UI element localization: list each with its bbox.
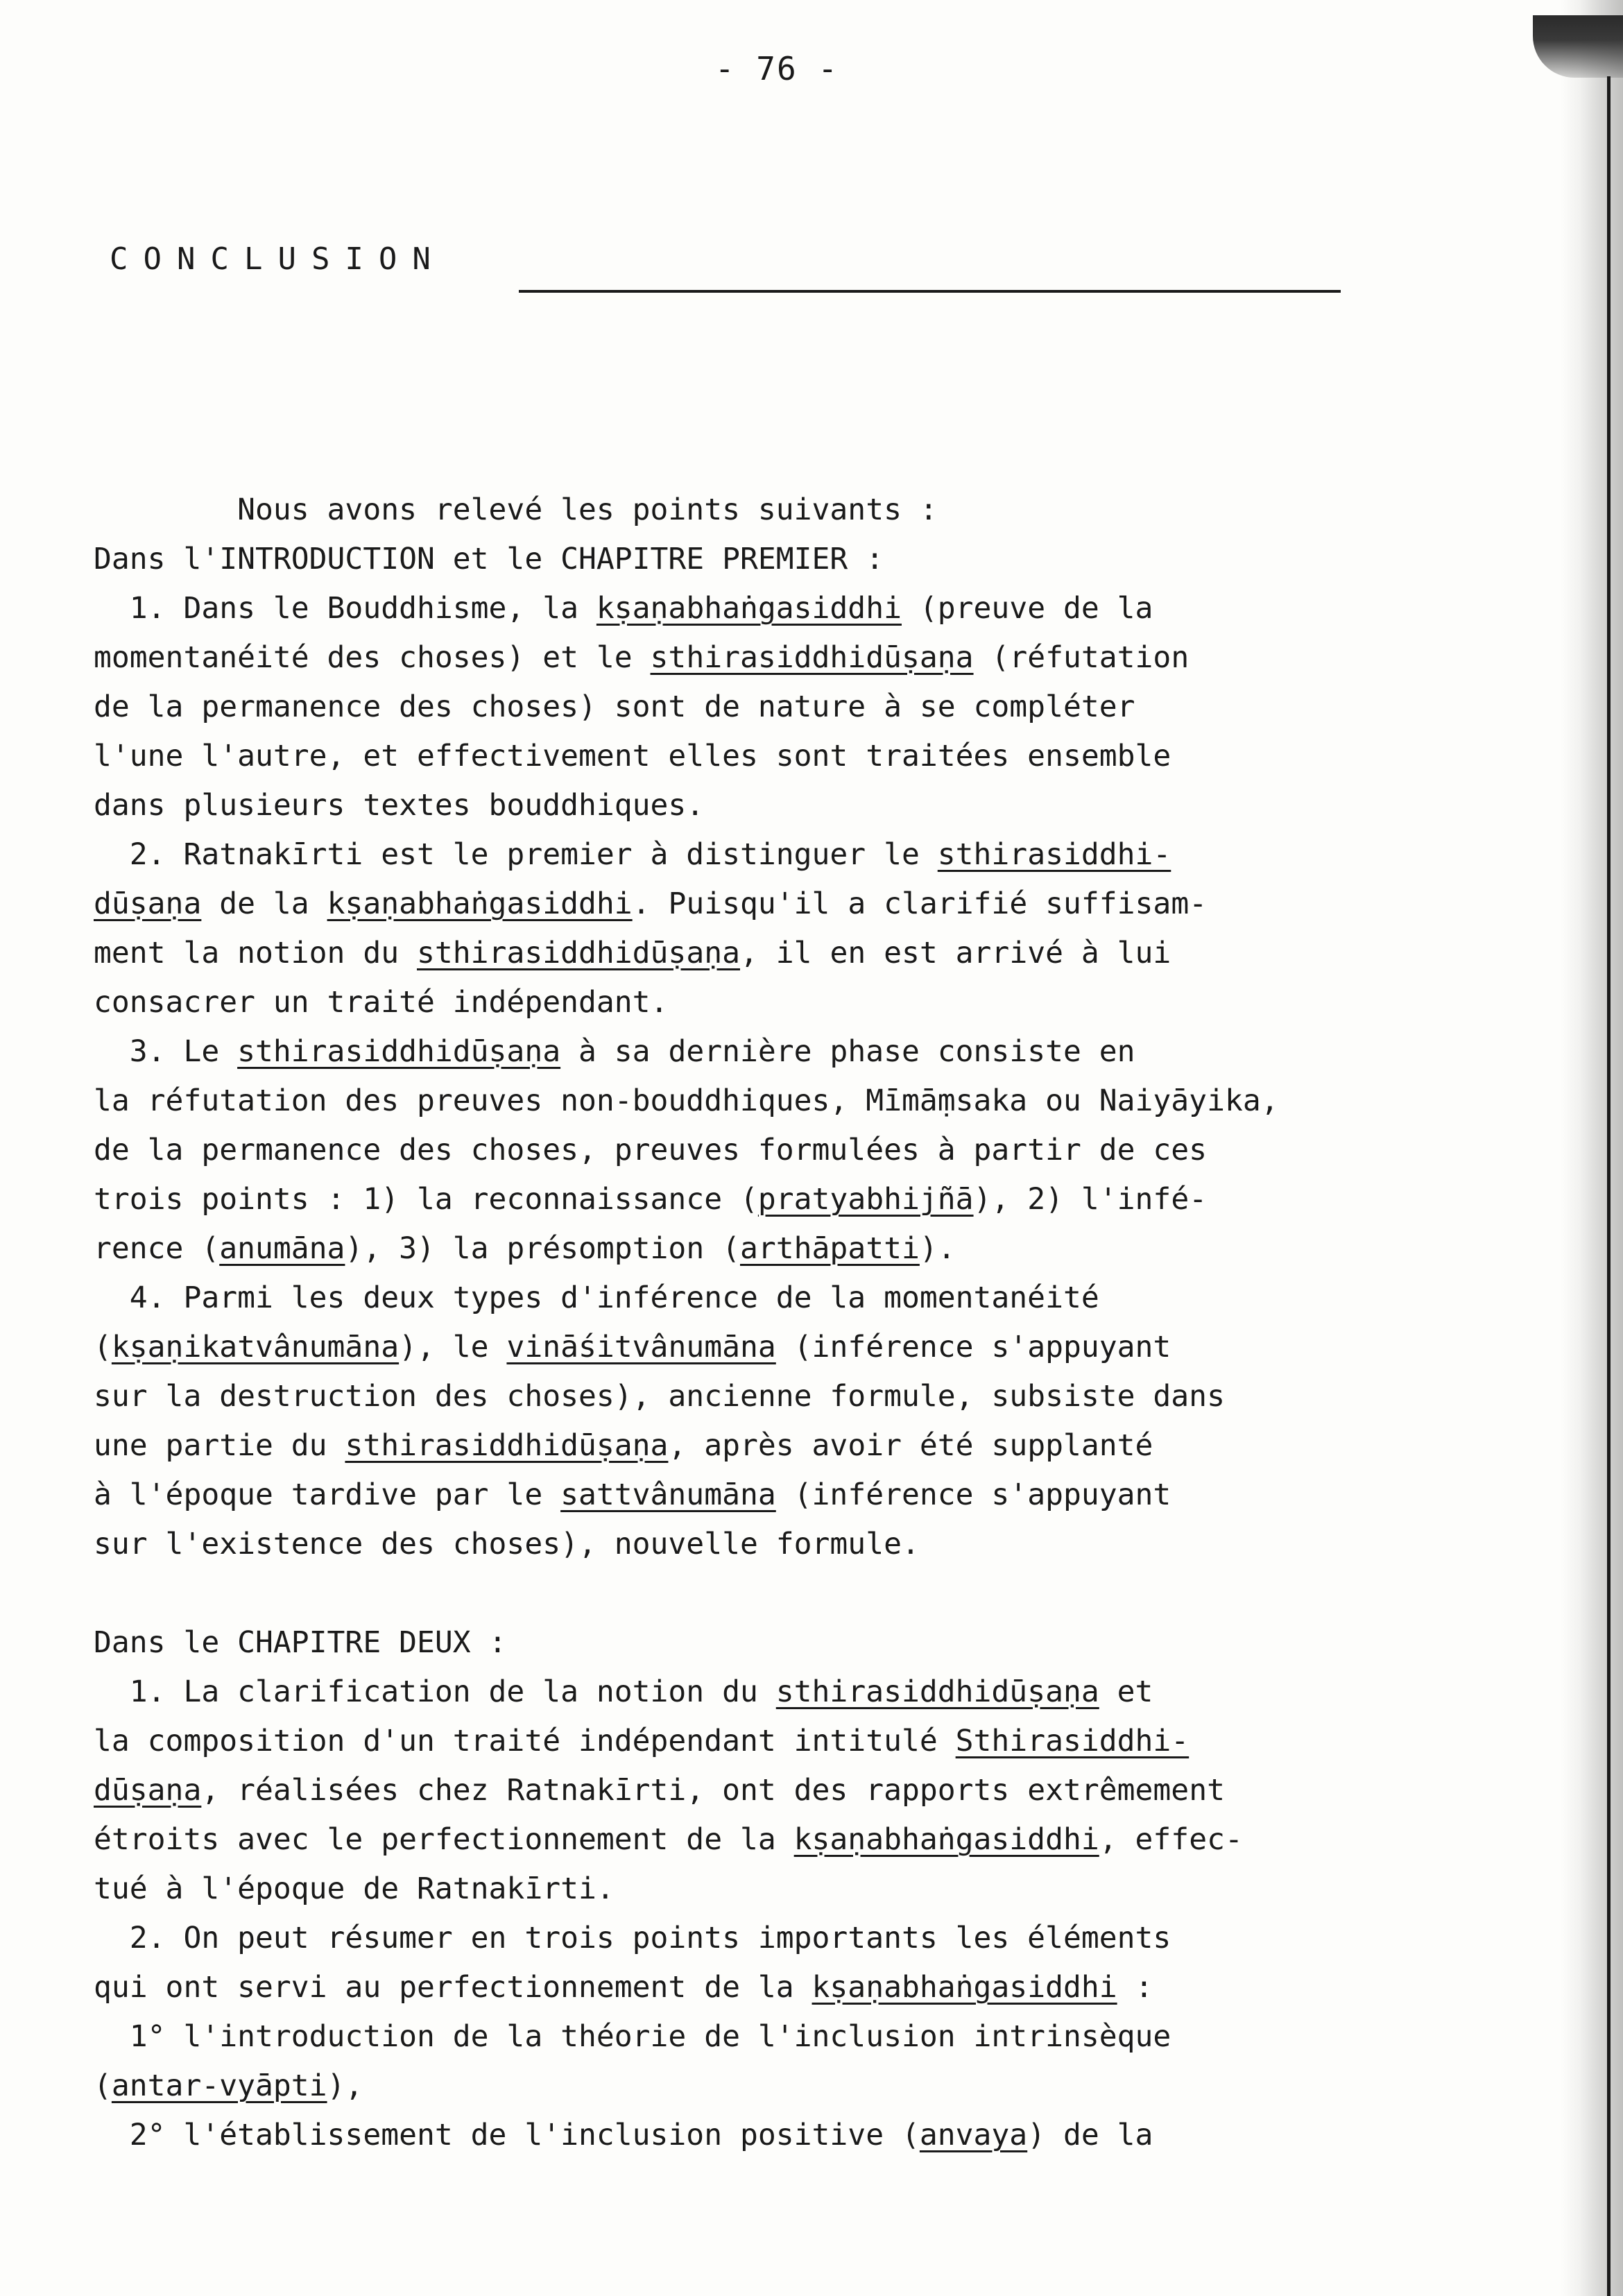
text-segment: ), 2) l'infé- bbox=[973, 1182, 1208, 1217]
text-line bbox=[94, 535, 1432, 584]
body-text bbox=[94, 486, 1432, 2160]
text-segment: sur l'existence des choses), nouvelle formule. bbox=[94, 1527, 920, 1561]
text-line bbox=[94, 1914, 1432, 1963]
text-line bbox=[94, 2111, 1432, 2160]
underlined-term: vināśitvânumāna bbox=[506, 1330, 776, 1364]
text-segment: 2. On peut résumer en trois points importants les éléments bbox=[94, 1921, 1171, 1955]
text-line bbox=[94, 1766, 1432, 1815]
text-line bbox=[94, 1963, 1432, 2012]
text-line bbox=[94, 1274, 1432, 1323]
text-line bbox=[94, 929, 1432, 978]
text-segment: de la permanence des choses) sont de nature à se compléter bbox=[94, 689, 1135, 724]
text-line bbox=[94, 2062, 1432, 2111]
scan-corner-mark bbox=[1533, 15, 1623, 78]
text-segment: 2° l'établissement de l'inclusion positive ( bbox=[94, 2118, 920, 2152]
underlined-term: antar-vyāpti bbox=[111, 2068, 327, 2103]
text-line bbox=[94, 781, 1432, 830]
text-segment: qui ont servi au perfectionnement de la bbox=[94, 1970, 812, 2005]
text-segment: . Puisqu'il a clarifié suffisam- bbox=[632, 886, 1208, 921]
text-line bbox=[94, 1717, 1432, 1766]
text-segment: Dans l'INTRODUCTION et le CHAPITRE PREMIER : bbox=[94, 542, 884, 576]
text-segment: , effec- bbox=[1099, 1822, 1243, 1857]
underlined-term: anvaya bbox=[919, 2118, 1028, 2152]
text-segment: de la permanence des choses, preuves formulées à partir de ces bbox=[94, 1133, 1208, 1167]
page-number: - 76 - bbox=[714, 50, 839, 87]
underlined-term: dūṣaṇa bbox=[94, 1773, 202, 1808]
text-segment: ), bbox=[327, 2068, 363, 2103]
text-segment: à sa dernière phase consiste en bbox=[560, 1034, 1135, 1069]
blank-line bbox=[94, 1569, 1432, 1618]
text-segment: (inférence s'appuyant bbox=[775, 1330, 1171, 1364]
text-line bbox=[94, 1668, 1432, 1717]
underlined-term: sattvânumāna bbox=[560, 1477, 776, 1512]
underlined-term: dūṣaṇa bbox=[94, 886, 202, 921]
text-segment: 2. Ratnakīrti est le premier à distinguer le bbox=[94, 837, 938, 872]
text-line bbox=[94, 1421, 1432, 1471]
underlined-term: sthirasiddhidūṣaṇa bbox=[650, 640, 974, 675]
text-line bbox=[94, 584, 1432, 633]
heading-rule bbox=[519, 290, 1341, 293]
text-line bbox=[94, 1323, 1432, 1372]
text-line bbox=[94, 1520, 1432, 1569]
text-segment: consacrer un traité indépendant. bbox=[94, 985, 669, 1020]
text-segment: ment la notion du bbox=[94, 936, 417, 970]
underlined-term: pratyabhijñā bbox=[757, 1182, 974, 1217]
text-segment: 4. Parmi les deux types d'inférence de la momentanéité bbox=[94, 1280, 1099, 1315]
text-segment: ( bbox=[94, 1330, 112, 1364]
text-segment: 1. La clarification de la notion du bbox=[94, 1674, 776, 1709]
text-segment: Nous avons relevé les points suivants : bbox=[94, 492, 938, 527]
underlined-term: sthirasiddhidūṣaṇa bbox=[775, 1674, 1099, 1709]
text-segment: une partie du bbox=[94, 1428, 345, 1463]
text-segment: Dans le CHAPITRE DEUX : bbox=[94, 1625, 507, 1660]
text-line bbox=[94, 486, 1432, 535]
text-segment: ), 3) la présomption ( bbox=[345, 1231, 740, 1266]
underlined-term: arthāpatti bbox=[739, 1231, 920, 1266]
text-segment: tué à l'époque de Ratnakīrti. bbox=[94, 1871, 615, 1906]
text-segment: , il en est arrivé à lui bbox=[740, 936, 1171, 970]
text-line bbox=[94, 1027, 1432, 1077]
text-line bbox=[94, 1077, 1432, 1126]
underlined-term: kṣaṇikatvânumāna bbox=[111, 1330, 400, 1364]
scan-border-line bbox=[1607, 76, 1611, 2296]
conclusion-heading bbox=[110, 241, 1344, 283]
text-segment: la composition d'un traité indépendant intitulé bbox=[94, 1724, 956, 1758]
text-line bbox=[94, 1224, 1432, 1274]
text-segment: 3. Le bbox=[94, 1034, 238, 1069]
text-segment: de la bbox=[201, 886, 327, 921]
text-line bbox=[94, 1175, 1432, 1224]
text-segment: ), le bbox=[399, 1330, 507, 1364]
text-segment: momentanéité des choses) et le bbox=[94, 640, 651, 675]
text-line bbox=[94, 1471, 1432, 1520]
text-line bbox=[94, 1618, 1432, 1668]
text-line bbox=[94, 683, 1432, 732]
underlined-term: kṣaṇabhaṅgasiddhi bbox=[812, 1970, 1117, 2005]
text-line bbox=[94, 830, 1432, 880]
text-line bbox=[94, 1815, 1432, 1865]
underlined-term: anumāna bbox=[219, 1231, 345, 1266]
text-segment: trois points : 1) la reconnaissance ( bbox=[94, 1182, 758, 1217]
text-segment: ( bbox=[94, 2068, 112, 2103]
text-segment: ) de la bbox=[1027, 2118, 1153, 2152]
text-segment: étroits avec le perfectionnement de la bbox=[94, 1822, 794, 1857]
underlined-term: kṣaṇabhaṅgasiddhi bbox=[596, 591, 902, 626]
text-segment: (inférence s'appuyant bbox=[775, 1477, 1171, 1512]
underlined-term: sthirasiddhidūṣaṇa bbox=[345, 1428, 669, 1463]
text-segment: 1. Dans le Bouddhisme, la bbox=[94, 591, 596, 626]
text-segment: dans plusieurs textes bouddhiques. bbox=[94, 788, 705, 823]
underlined-term: kṣaṇabhaṅgasiddhi bbox=[327, 886, 633, 921]
text-segment: l'une l'autre, et effectivement elles sont traitées ensemble bbox=[94, 739, 1171, 773]
scan-edge-shadow bbox=[1561, 0, 1623, 2296]
text-line bbox=[94, 732, 1432, 781]
text-line bbox=[94, 978, 1432, 1027]
text-segment: ). bbox=[919, 1231, 956, 1266]
underlined-term: sthirasiddhidūṣaṇa bbox=[237, 1034, 561, 1069]
text-line bbox=[94, 1865, 1432, 1914]
text-segment: , après avoir été supplanté bbox=[668, 1428, 1153, 1463]
underlined-term: kṣaṇabhaṅgasiddhi bbox=[793, 1822, 1099, 1857]
text-line bbox=[94, 633, 1432, 683]
underlined-term: sthirasiddhidūṣaṇa bbox=[417, 936, 740, 970]
text-segment: et bbox=[1099, 1674, 1153, 1709]
text-line bbox=[94, 2012, 1432, 2062]
underlined-term: sthirasiddhi- bbox=[937, 837, 1171, 872]
text-line bbox=[94, 1372, 1432, 1421]
text-segment: 1° l'introduction de la théorie de l'inclusion intrinsèque bbox=[94, 2019, 1171, 2054]
text-line bbox=[94, 880, 1432, 929]
text-segment: (réfutation bbox=[973, 640, 1190, 675]
text-segment: , réalisées chez Ratnakīrti, ont des rapports extrêmement bbox=[201, 1773, 1225, 1808]
text-segment: la réfutation des preuves non-bouddhiques, Mīmāṃsaka ou Naiyāyika, bbox=[94, 1083, 1279, 1118]
text-segment: à l'époque tardive par le bbox=[94, 1477, 561, 1512]
heading-text: CONCLUSION bbox=[110, 241, 446, 277]
underlined-term: Sthirasiddhi- bbox=[955, 1724, 1190, 1758]
text-segment: rence ( bbox=[94, 1231, 220, 1266]
text-segment: (preuve de la bbox=[901, 591, 1153, 626]
text-segment: : bbox=[1117, 1970, 1153, 2005]
text-segment: sur la destruction des choses), ancienne formule, subsiste dans bbox=[94, 1379, 1225, 1414]
text-line bbox=[94, 1126, 1432, 1175]
